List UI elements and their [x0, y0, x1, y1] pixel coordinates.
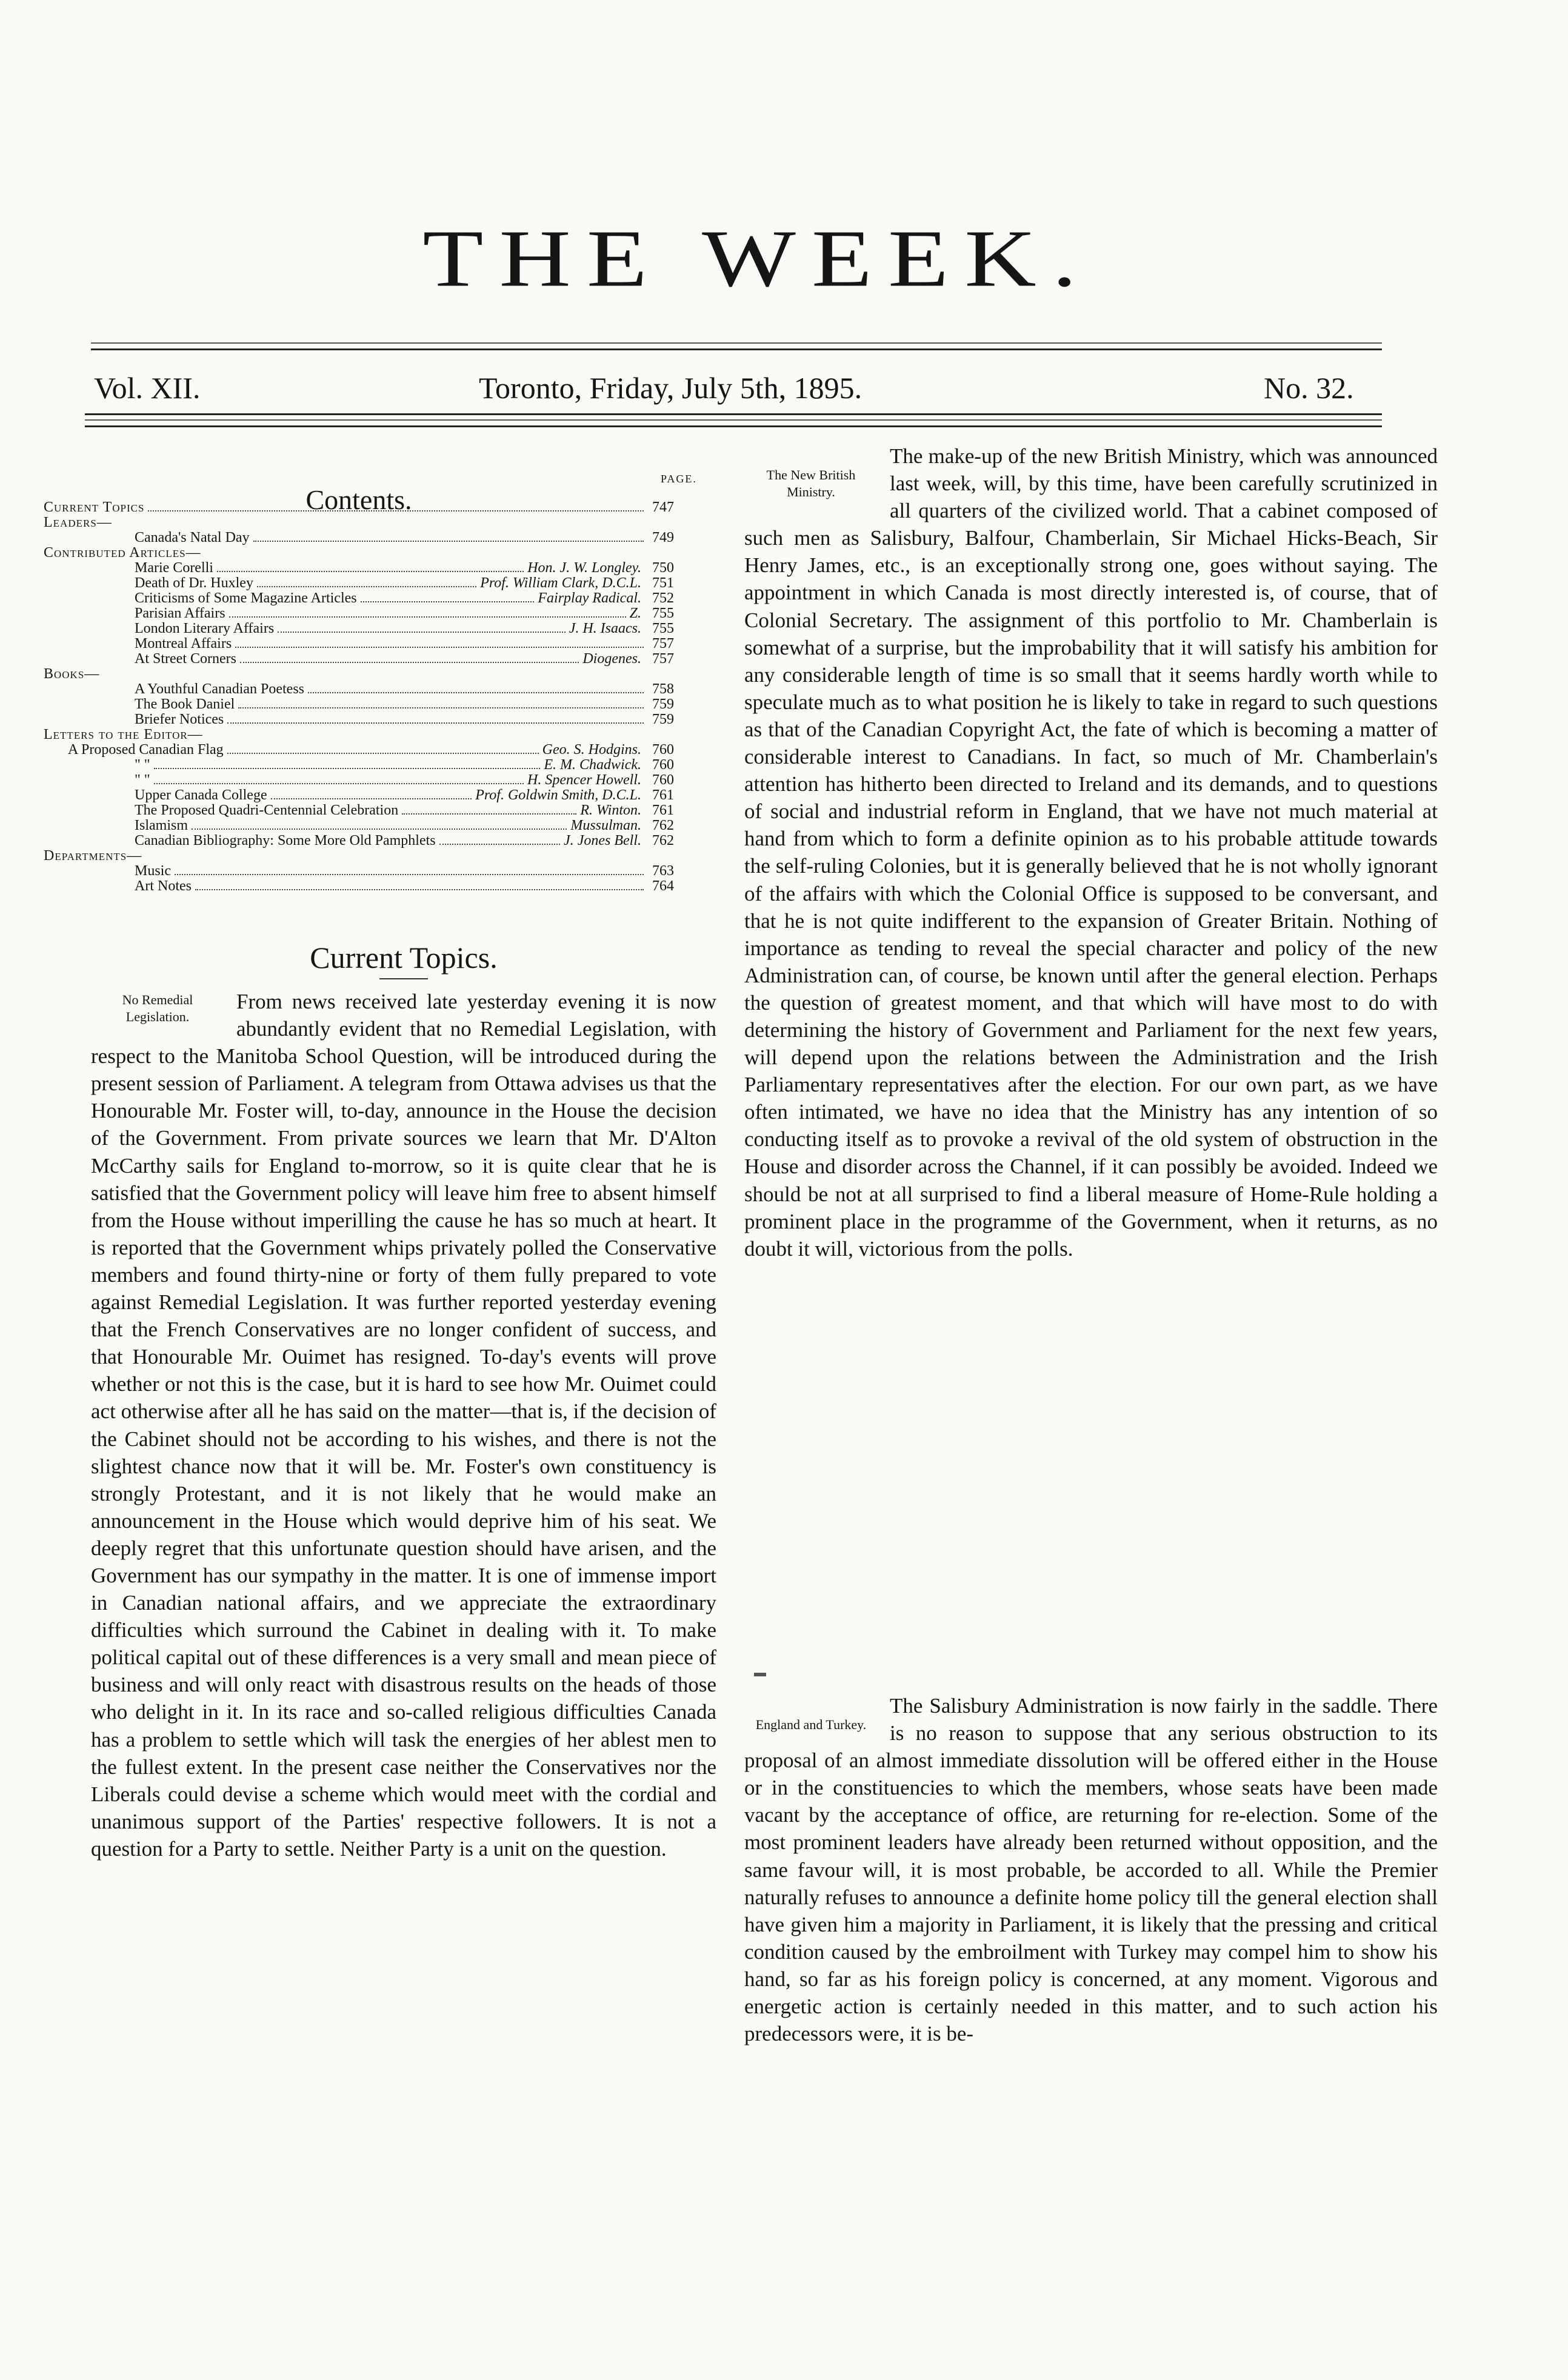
sidehead-no-remedial-legislation: No Remedial Legislation. [122, 992, 193, 1024]
dot-leader [192, 828, 567, 830]
contents-entry-page: 755 [652, 605, 674, 621]
contents-row [44, 591, 674, 606]
dot-leader [217, 571, 524, 572]
title-rule [379, 978, 428, 979]
contents-entry-page: 755 [652, 621, 674, 636]
dot-leader [175, 874, 644, 875]
contents-entry-page: 752 [652, 590, 674, 606]
dot-leader [439, 844, 560, 845]
dot-leader [227, 753, 539, 754]
contents-row [44, 545, 674, 561]
contents-row [44, 561, 674, 576]
masthead-rule-bottom [91, 348, 1382, 350]
contents-entry-label: Parisian Affairs [135, 605, 225, 621]
contents-entry-label: A Proposed Canadian Flag [68, 742, 224, 758]
contents-row [44, 515, 674, 530]
contents-entry-label: Islamism [135, 818, 188, 833]
contents-row [44, 803, 674, 818]
contents-row [44, 758, 674, 773]
contents-row [44, 848, 674, 864]
contents-entry-label: " " [135, 772, 150, 788]
contents-entry-label: Art Notes [135, 878, 192, 894]
contents-entry-label: Contributed Articles— [44, 545, 201, 561]
contents-entry-label: Letters to the Editor— [44, 727, 203, 742]
contents-entry-author: Prof. Goldwin Smith, D.C.L. [475, 787, 641, 803]
dot-leader [253, 541, 644, 542]
contents-entry-label: The Book Daniel [135, 696, 235, 712]
contents-entry-page: 747 [652, 499, 674, 515]
contents-row [44, 727, 674, 742]
contents-entry-page: 761 [652, 802, 674, 818]
dot-leader [227, 722, 644, 724]
contents-row [44, 833, 674, 848]
contents-entry-page: 759 [652, 712, 674, 727]
contents-entry-page: 758 [652, 681, 674, 697]
left-column [91, 939, 716, 1862]
contents-row [44, 864, 674, 879]
contents-entry-label: Departments— [44, 848, 142, 864]
contents-entry-label: Marie Corelli [135, 560, 213, 576]
contents-entry-label: Canada's Natal Day [135, 530, 250, 545]
contents-entry-page: 762 [652, 818, 674, 833]
contents-entry-page: 760 [652, 757, 674, 773]
contents-row [44, 879, 674, 894]
contents-entry-author: Prof. William Clark, D.C.L. [480, 575, 641, 591]
contents-page-header: PAGE. [661, 473, 697, 485]
dot-leader [238, 707, 644, 708]
contents-row [44, 788, 674, 803]
dateline-rule-2 [85, 419, 1382, 421]
dot-leader [402, 813, 576, 815]
contents-row [44, 500, 674, 515]
contents-entry-page: 762 [652, 833, 674, 848]
contents-entry-page: 763 [652, 863, 674, 879]
contents-entry-label: Music [135, 863, 171, 879]
dot-leader [240, 662, 579, 663]
contents-entry-page: 749 [652, 530, 674, 545]
contents-entry-page: 761 [652, 787, 674, 803]
contents-entry-author: J. Jones Bell. [564, 833, 641, 848]
contents-entry-author: R. Winton. [580, 802, 641, 818]
contents-row [44, 773, 674, 788]
right-column [744, 442, 1438, 1262]
contents-row [44, 606, 674, 621]
table-of-contents [44, 500, 674, 894]
dot-leader [271, 798, 472, 799]
contents-entry-page: 759 [652, 696, 674, 712]
article-no-remedial-legislation: From news received late yesterday evening it is now abundantly evident that no Remedial Legislation, with respect to the Manitoba School Question, will be introduced during the present session of Parliament. A telegram from Ottawa advises us that the Honourable Mr. Foster will, to-day, announce in the House the decision of the Government. From private sources we learn that Mr. D'Alton McCarthy sails for England to-morrow, so it is quite clear that he is satisfied that the Government policy will leave him free to absent himself from the House without imperilling the cause he has so much at heart. It is reported that the Government whips privately polled the Conservative members and found thirty-nine or forty of them fully prepared to vote against Remedial Legislation. It was further reported yesterday evening that the French Conservatives are no longer confident of success, and that Honourable Mr. Ouimet has resigned. To-day's events will prove whether or not this is the case, but it is hard to see how Mr. Ouimet could act otherwise after all he has said on the matter—that is, if the decision of the Cabinet should not be according to his wishes, and there is not the slightest chance now that it will be. Mr. Foster's own constituency is strongly Protestant, and it is not likely that he would make an announcement in the House which would deprive him of his seat. We deeply regret that this unfortunate question should have arisen, and the Government has our sympathy in the matter. It is one of immense import in Canadian national affairs, and we appreciate the extraordinary difficulties which surround the Cabinet in dealing with it. To make political capital out of these differences is a very small and mean piece of business and will only react with disastrous results on the heads of those who delight in it. In its race and so-called religious difficulties Canada has a problem to settle which will task the energies of her ablest men to the fullest extent. In the present case neither the Conservatives nor the Liberals could devise a scheme which would meet with the cordial and unanimous support of the Parties' respective followers. It is not a question for a Party to settle. Neither Party is a unit on the question. [91, 990, 716, 1861]
contents-entry-page: 751 [652, 575, 674, 591]
masthead-rule-top [91, 342, 1382, 344]
contents-entry-label: Canadian Bibliography: Some More Old Pamphlets [135, 833, 436, 848]
issue-date: Toronto, Friday, July 5th, 1895. [479, 371, 862, 405]
contents-entry-author: H. Spencer Howell. [527, 772, 641, 788]
contents-entry-label: Books— [44, 666, 100, 682]
contents-entry-page: 757 [652, 636, 674, 652]
contents-row [44, 652, 674, 667]
dot-leader [235, 647, 644, 648]
article-new-british-ministry: The make-up of the new British Ministry, which was announced last week, will, by this time, have been carefully scrutinized in all quarters of the civilized world. That a cabinet composed of such men as Salisbury, Balfour, Chamberlain, Sir Michael Hicks-Beach, Sir Henry James, etc., is an exceptionally strong one, goes without saying. The appointment in which Canada is most directly interested is, of course, that of Colonial Secretary. The assignment of this portfolio to Mr. Chamberlain is somewhat of a surprise, but the improbability that it will satisfy his ambition for any considerable length of time is so small that it seems hardly worth while to speculate much as to what position he is likely to take in regard to such questions as that of the Canadian Copyright Act, the fate of which is becoming a matter of considerable interest to Canadians. In fact, so much of Mr. Chamberlain's attention has hitherto been directed to Ireland and its demands, and to questions of social and industrial reform in England, that we have not much material at hand from which to form a definite opinion as to his probable attitude towards the self-ruling Colonies, but it is generally believed that he is not wholly ignorant of the affairs with which the Colonial Office is supposed to be conversant, and that he is not quite indifferent to the expansion of Greater Britain. Nothing of importance as tending to reveal the special character and policy of the new Administration can, of course, be known until after the general election. Perhaps the question of greatest moment, and that which will have most to do with determining the history of Government and Parliament for the next few years, will depend upon the relations between the Administration and the Irish Parliamentary representatives after the election. For our own part, as we have often intimated, we have no idea that the Ministry has any intention of so conducting itself as to provoke a revival of the old system of obstruction in the House and disorder across the Channel, if it can possibly be avoided. Indeed we should be not at all surprised to find a liberal measure of Home-Rule holding a prominent place in the programme of the Government, when it returns, as no doubt it will, victorious from the polls. [744, 444, 1438, 1261]
contents-entry-author: Z. [629, 605, 641, 621]
contents-entry-label: A Youthful Canadian Poetess [135, 681, 305, 697]
dot-leader [257, 586, 476, 587]
dot-leader [195, 889, 644, 890]
current-topics-title: Current Topics. [310, 941, 498, 975]
contents-row [44, 818, 674, 833]
contents-title: Contents. [305, 484, 412, 515]
contents-row [44, 667, 674, 682]
contents-row [44, 742, 674, 758]
article-england-and-turkey: The Salisbury Administration is now fairly in the saddle. There is no reason to suppose that any serious obstruction to its proposal of an almost immediate dissolution will be offered either in the House or in the constituencies to which the members, whose seats have been made vacant by the acceptance of office, are returning for re-election. Some of the most prominent leaders have already been returned without opposition, and the same favour will, it is most probable, be accorded to all. While the Premier naturally refuses to announce a definite home policy till the general election shall have given him a majority in Parliament, it is likely that the pressing and critical condition caused by the embroilment with Turkey may compel him to show his hand, so far as his foreign policy is concerned, at any moment. Vigorous and energetic action is certainly needed in this matter, and to such action his predecessors were, it is be- [744, 1694, 1438, 2046]
contents-entry-label: The Proposed Quadri-Centennial Celebration [135, 802, 399, 818]
contents-entry-label: Briefer Notices [135, 712, 224, 727]
dot-leader [361, 601, 535, 602]
contents-entry-author: E. M. Chadwick. [544, 757, 641, 773]
contents-entry-label: Death of Dr. Huxley [135, 575, 253, 591]
contents-entry-author: J. H. Isaacs. [569, 621, 641, 636]
dot-leader [278, 632, 565, 633]
masthead-title: THE WEEK. [422, 213, 1093, 304]
dot-leader [229, 616, 626, 618]
contents-entry-page: 764 [652, 878, 674, 894]
sidehead-new-british-ministry: The New British Ministry. [766, 467, 856, 499]
sidehead-england-and-turkey: England and Turkey. [755, 1717, 867, 1732]
contents-entry-label: Current Topics [44, 499, 145, 515]
contents-entry-author: Diogenes. [582, 651, 641, 667]
contents-row [44, 621, 674, 636]
contents-entry-label: Criticisms of Some Magazine Articles [135, 590, 357, 606]
contents-entry-author: Fairplay Radical. [538, 590, 641, 606]
contents-row [44, 712, 674, 727]
contents-row [44, 530, 674, 545]
contents-entry-page: 760 [652, 742, 674, 758]
contents-entry-page: 750 [652, 560, 674, 576]
issue-number: No. 32. [1264, 371, 1354, 405]
contents-entry-label: Leaders— [44, 515, 112, 530]
contents-entry-author: Mussulman. [570, 818, 641, 833]
contents-entry-label: At Street Corners [135, 651, 236, 667]
contents-entry-page: 757 [652, 651, 674, 667]
dateline-rule-1 [85, 413, 1382, 415]
contents-row [44, 682, 674, 697]
dateline-rule-3 [85, 425, 1382, 427]
contents-entry-label: London Literary Affairs [135, 621, 275, 636]
dot-leader [308, 692, 644, 693]
contents-entry-label: Upper Canada College [135, 787, 267, 803]
contents-entry-label: " " [135, 757, 150, 773]
contents-row [44, 636, 674, 652]
dot-leader [154, 783, 524, 784]
dot-leader [154, 768, 541, 769]
contents-entry-page: 760 [652, 772, 674, 788]
contents-row [44, 697, 674, 712]
contents-entry-author: Geo. S. Hodgins. [542, 742, 641, 758]
volume-label: Vol. XII. [94, 371, 201, 405]
contents-entry-author: Hon. J. W. Longley. [527, 560, 641, 576]
contents-entry-label: Montreal Affairs [135, 636, 232, 652]
dot-leader [148, 510, 644, 512]
contents-row [44, 576, 674, 591]
right-column-lower [744, 1692, 1438, 2047]
section-divider-mark [754, 1673, 766, 1676]
